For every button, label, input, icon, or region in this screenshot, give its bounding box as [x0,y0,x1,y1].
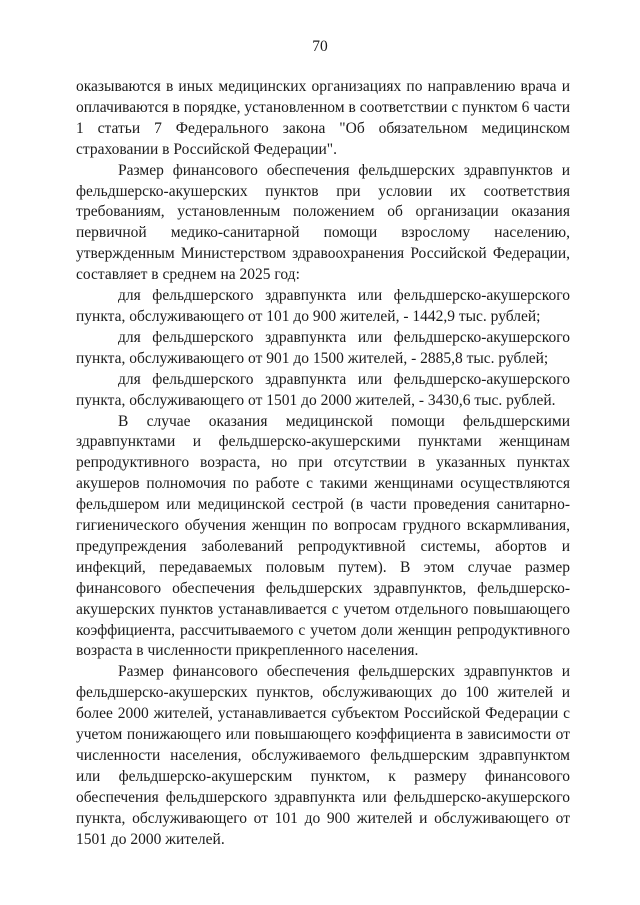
paragraph-item-1501-2000: для фельдшерского здравпункта или фельдшерско-акушерского пункта, обслуживающего от 1501 до 2000 жителей, - 3430,6 тыс. рублей. [76,370,570,409]
paragraph-funding-size: Размер финансового обеспечения фельдшерских здравпунктов и фельдшерско-акушерских пунктов при условии их соответствия требованиям, установленным положением об организации оказания первичной медико-санитарной помощи взрослому населению, утвержденным Министерством здравоохранения Российской Федерации, составляет в среднем на 2025 год: [76,161,570,284]
paragraph-coefficient: Размер финансового обеспечения фельдшерских здравпунктов и фельдшерско-акушерских пунктов, обслуживающих до 100 жителей и более 2000 жителей, устанавливается субъектом Российской Федерации с учетом понижающего или повышающего коэффициента в зависимости от численности населения, обслуживаемого фельдшерским здравпунктом или фельдшерско-акушерским пунктом, к размеру финансового обеспечения фельдшерского здравпункта или фельдшерско-акушерского пункта, обслуживающего от 101 до 900 жителей и обслуживающего от 1501 до 2000 жителей. [76,663,570,848]
paragraph-item-901-1500: для фельдшерского здравпункта или фельдшерско-акушерского пункта, обслуживающего от 901 до 1500 жителей, - 2885,8 тыс. рублей; [76,328,570,367]
paragraph-item-101-900: для фельдшерского здравпункта или фельдшерско-акушерского пункта, обслуживающего от 101 до 900 жителей, - 1442,9 тыс. рублей; [76,287,570,325]
document-body [76,77,570,851]
page-number: 70 [312,38,328,55]
paragraph-continuation: оказываются в иных медицинских организациях по направлению врача и оплачиваются в порядке, установленном в соответствии с пунктом 6 части 1 статьи 7 Федерального закона "Об обязательном медицинском страховании в Российской Федерации". [76,78,570,158]
paragraph-reproductive-age: В случае оказания медицинской помощи фельдшерскими здравпунктами и фельдшерско-акушерскими пунктами женщинам репродуктивного возраста, но при отсутствии в указанных пунктах акушеров полномочия по работе с такими женщинами осуществляются фельдшером или медицинской сестрой (в части проведения санитарно-гигиенического обучения женщин по вопросам грудного вскармливания, предупреждения заболеваний репродуктивной системы, абортов и инфекций, передаваемых половым путем). В этом случае размер финансового обеспечения фельдшерских здравпунктов, фельдшерско-акушерских пунктов устанавливается с учетом отдельного повышающего коэффициента, рассчитываемого с учетом доли женщин репродуктивного возраста в численности прикрепленного населения. [76,412,570,660]
